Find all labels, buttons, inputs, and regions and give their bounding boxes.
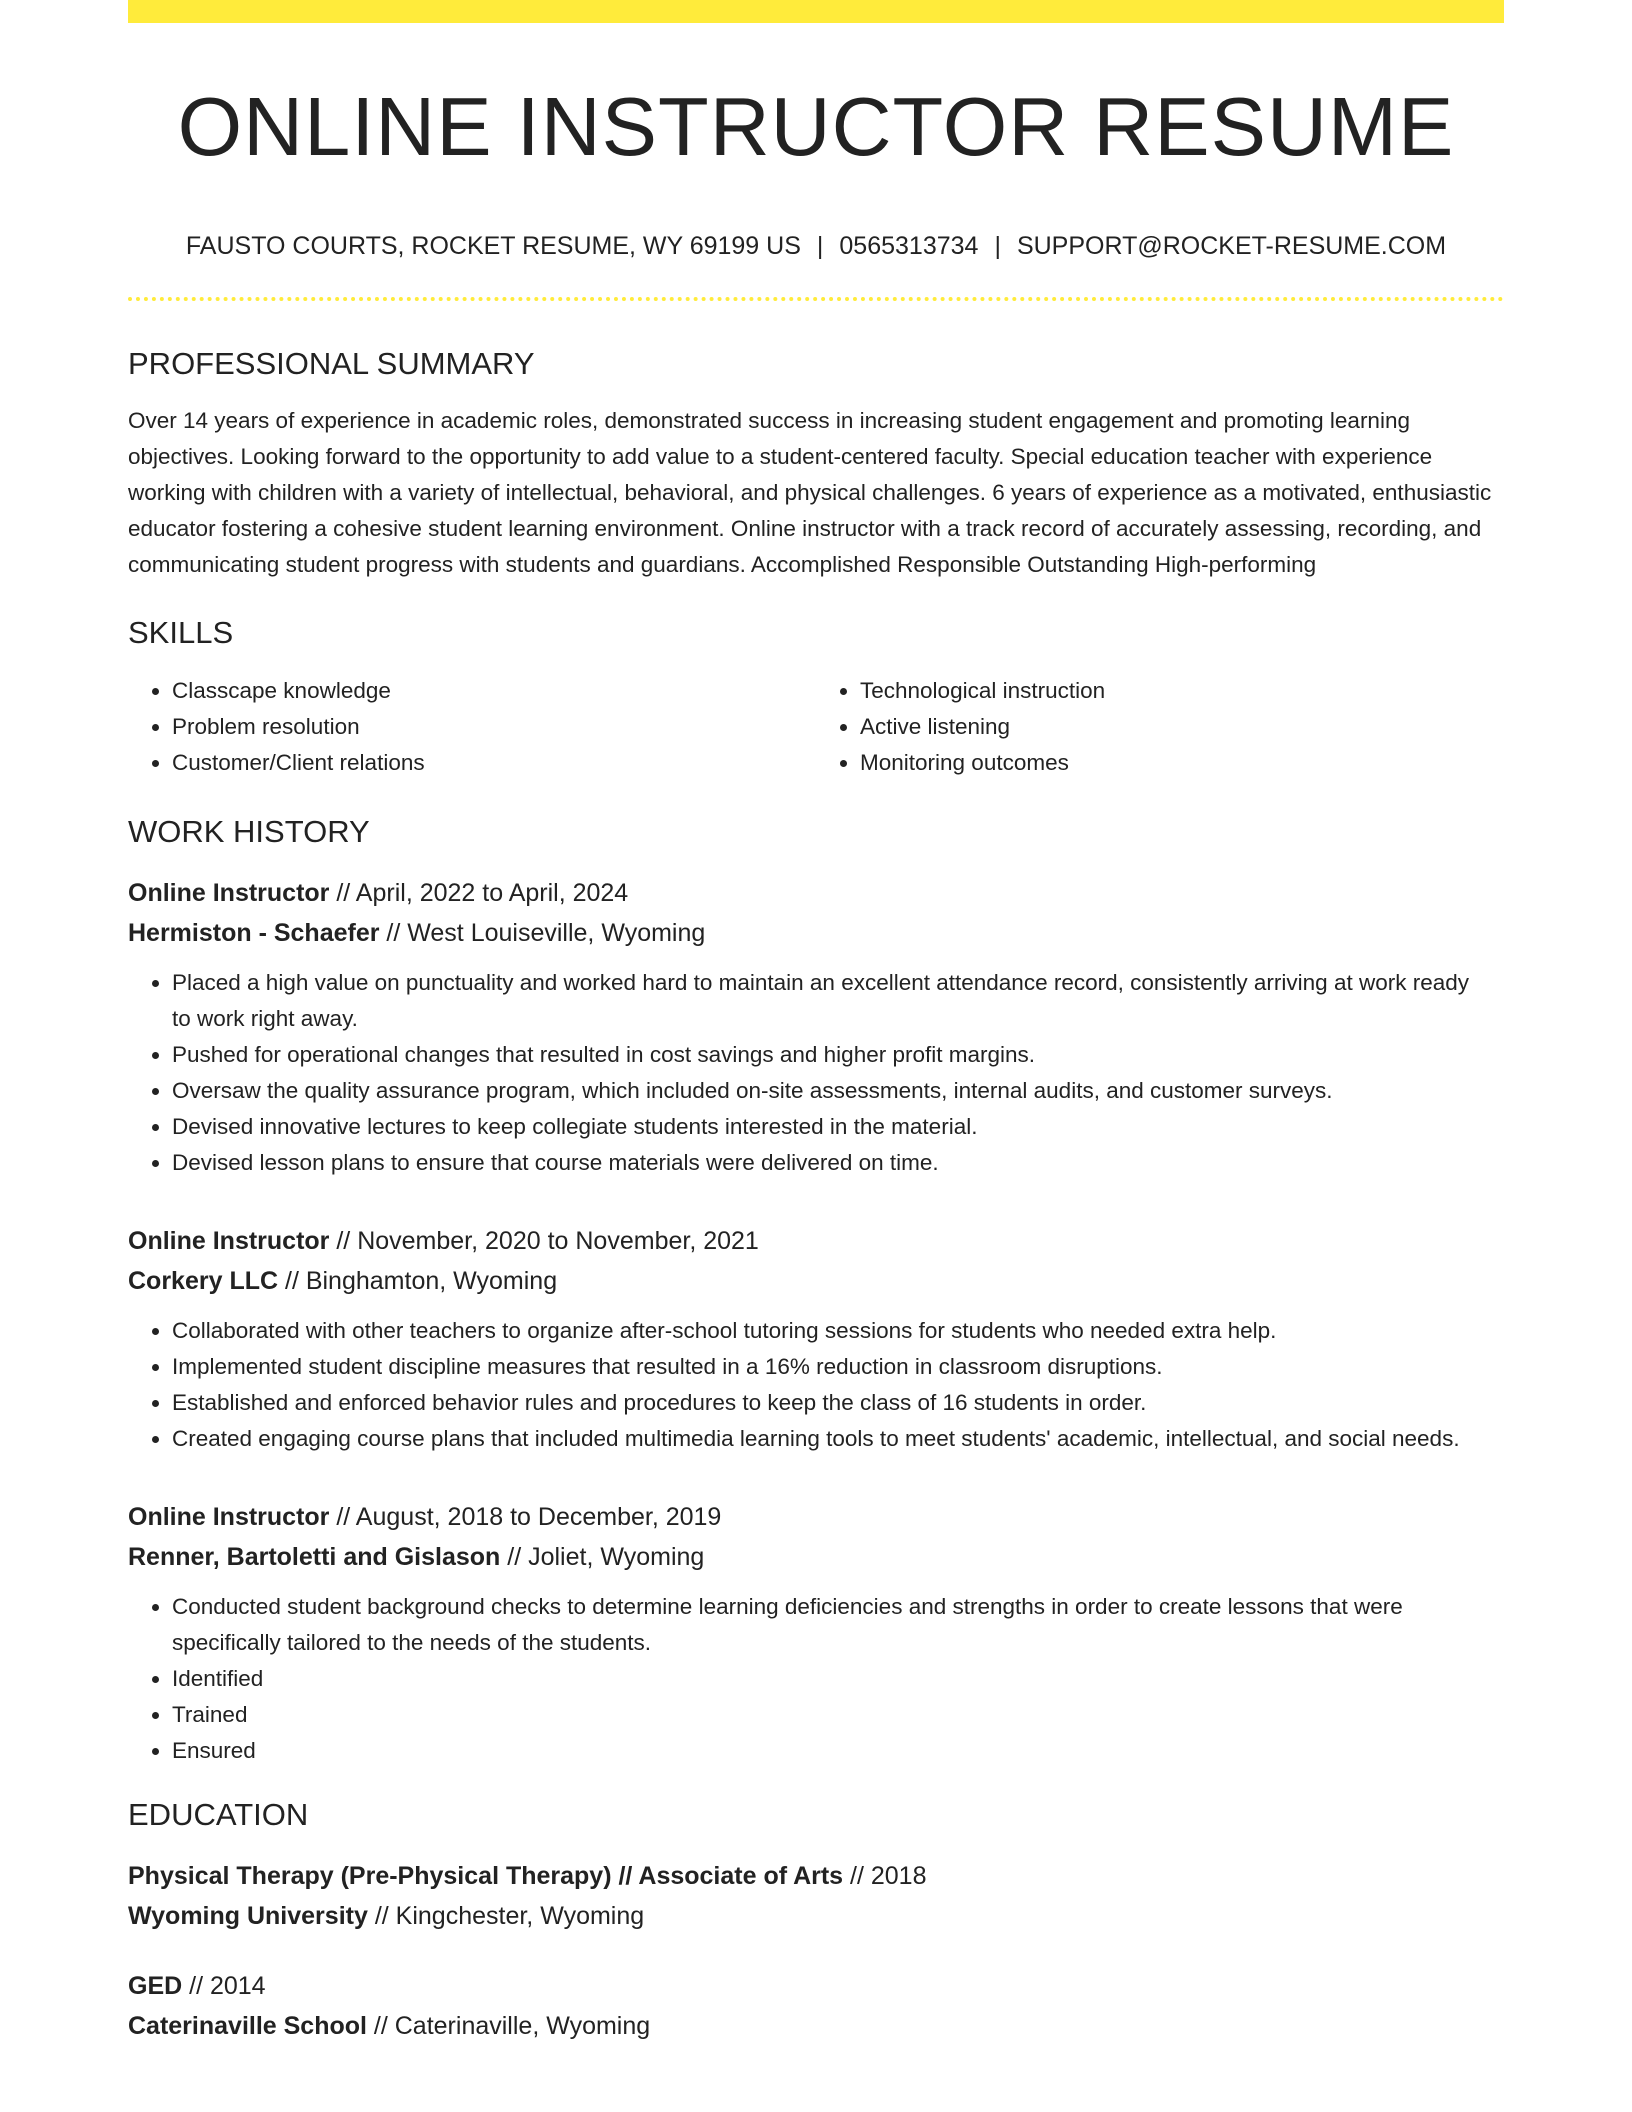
- skill-item: • Customer/Client relations: [172, 745, 816, 781]
- job-title-line: [128, 873, 1504, 913]
- education-school: Wyoming University: [128, 1902, 368, 1931]
- job-bullet: • Implemented student discipline measures that resulted in a 16% reduction in classroom disruptions.: [172, 1349, 1504, 1385]
- education-location: // Kingchester, Wyoming: [367, 1902, 645, 1931]
- job-title: Online Instructor: [128, 1502, 330, 1531]
- work-history-heading: WORK HISTORY: [128, 813, 370, 849]
- job-bullet: • Conducted student background checks to determine learning deficiencies and strengths in order to create lessons that were specifically tailored to the needs of the students.: [172, 1589, 1504, 1661]
- job-bullet: • Created engaging course plans that included multimedia learning tools to meet students' academic, intellectual, and social needs.: [172, 1421, 1504, 1457]
- education-school-line: [128, 2006, 1504, 2046]
- job-company: Corkery LLC: [128, 1266, 279, 1295]
- dotted-divider: [128, 297, 1504, 301]
- education-degree: GED: [128, 1972, 183, 2001]
- job-company: Hermiston - Schaefer: [128, 918, 380, 947]
- job-bullet: • Devised innovative lectures to keep collegiate students interested in the material.: [172, 1109, 1504, 1145]
- skills-heading: SKILLS: [128, 615, 234, 651]
- job-company-line: [128, 1261, 1504, 1301]
- job-bullet: • Devised lesson plans to ensure that course materials were delivered on time.: [172, 1145, 1504, 1181]
- job-bullet: • Identified: [172, 1661, 1504, 1697]
- education-year: // 2018: [843, 1862, 927, 1891]
- job-bullet: • Pushed for operational changes that resulted in cost savings and higher profit margins.: [172, 1037, 1504, 1073]
- job-bullet: • Collaborated with other teachers to organize after-school tutoring sessions for students who needed extra help.: [172, 1313, 1504, 1349]
- job-title: Online Instructor: [128, 1226, 330, 1255]
- job-bullets: [128, 1589, 1504, 1769]
- education-location: // Caterinaville, Wyoming: [366, 2012, 651, 2041]
- summary-heading: PROFESSIONAL SUMMARY: [128, 346, 535, 382]
- job-entry: [128, 873, 1504, 1181]
- job-bullet: • Trained: [172, 1697, 1504, 1733]
- job-location: // Binghamton, Wyoming: [278, 1266, 558, 1295]
- education-entry: [128, 1856, 1504, 1936]
- education-degree: Physical Therapy (Pre-Physical Therapy) // Associate of Arts: [128, 1862, 844, 1891]
- education-school-line: [128, 1896, 1504, 1936]
- education-heading: EDUCATION: [128, 1796, 309, 1832]
- job-dates: // April, 2022 to April, 2024: [329, 878, 629, 907]
- education-entry: [128, 1966, 1504, 2046]
- summary-text: Over 14 years of experience in academic roles, demonstrated success in increasing student engagement and promoting learning objectives. Looking forward to the opportunity to add value to a student-centered faculty. Special education teacher with experience working with children with a variety of intellectual, behavioral, and physical challenges. 6 years of experience as a motivated, enthusiastic educator fostering a cohesive student learning environment. Online instructor with a track record of accurately assessing, recording, and communicating student progress with students and guardians. Accomplished Responsible Outstanding High-performing: [128, 408, 1492, 578]
- job-bullet: • Oversaw the quality assurance program, which included on-site assessments, internal audits, and customer surveys.: [172, 1073, 1504, 1109]
- skills-column-right: [816, 673, 1504, 781]
- education-degree-line: [128, 1856, 1504, 1896]
- skills-grid: [128, 673, 1504, 781]
- skill-item: • Problem resolution: [172, 709, 816, 745]
- skill-item: • Classcape knowledge: [172, 673, 816, 709]
- job-company-line: [128, 913, 1504, 953]
- skill-item: • Active listening: [860, 709, 1504, 745]
- job-bullet: • Ensured: [172, 1733, 1504, 1769]
- job-bullets: [128, 1313, 1504, 1457]
- contact-line: [128, 232, 1504, 261]
- education-degree-line: [128, 1966, 1504, 2006]
- education-school: Caterinaville School: [128, 2012, 367, 2041]
- job-title-line: [128, 1497, 1504, 1537]
- job-bullets: [128, 965, 1504, 1181]
- job-entry: [128, 1221, 1504, 1457]
- job-company-line: [128, 1537, 1504, 1577]
- contact-address: FAUSTO COURTS, ROCKET RESUME, WY 69199 US: [185, 232, 801, 261]
- job-location: // West Louiseville, Wyoming: [379, 918, 706, 947]
- contact-separator: |: [816, 232, 824, 261]
- job-bullet: • Established and enforced behavior rules and procedures to keep the class of 16 students in order.: [172, 1385, 1504, 1421]
- job-bullet: • Placed a high value on punctuality and worked hard to maintain an excellent attendance record, consistently arriving at work ready to work right away.: [172, 965, 1504, 1037]
- job-title-line: [128, 1221, 1504, 1261]
- job-dates: // November, 2020 to November, 2021: [329, 1226, 759, 1255]
- skills-column-left: [128, 673, 816, 781]
- resume-page: [128, 0, 1504, 2046]
- job-entry: [128, 1497, 1504, 1769]
- contact-phone: 0565313734: [839, 232, 979, 261]
- contact-email: SUPPORT@ROCKET-RESUME.COM: [1016, 232, 1447, 261]
- resume-title: ONLINE INSTRUCTOR RESUME: [177, 80, 1455, 173]
- education-year: // 2014: [182, 1972, 266, 2001]
- contact-separator: |: [994, 232, 1001, 261]
- job-company: Renner, Bartoletti and Gislason: [128, 1542, 501, 1571]
- skill-item: • Technological instruction: [860, 673, 1504, 709]
- job-dates: // August, 2018 to December, 2019: [329, 1502, 722, 1531]
- job-title: Online Instructor: [128, 878, 330, 907]
- skill-item: • Monitoring outcomes: [860, 745, 1504, 781]
- job-location: // Joliet, Wyoming: [500, 1542, 705, 1571]
- accent-bar: [128, 0, 1504, 23]
